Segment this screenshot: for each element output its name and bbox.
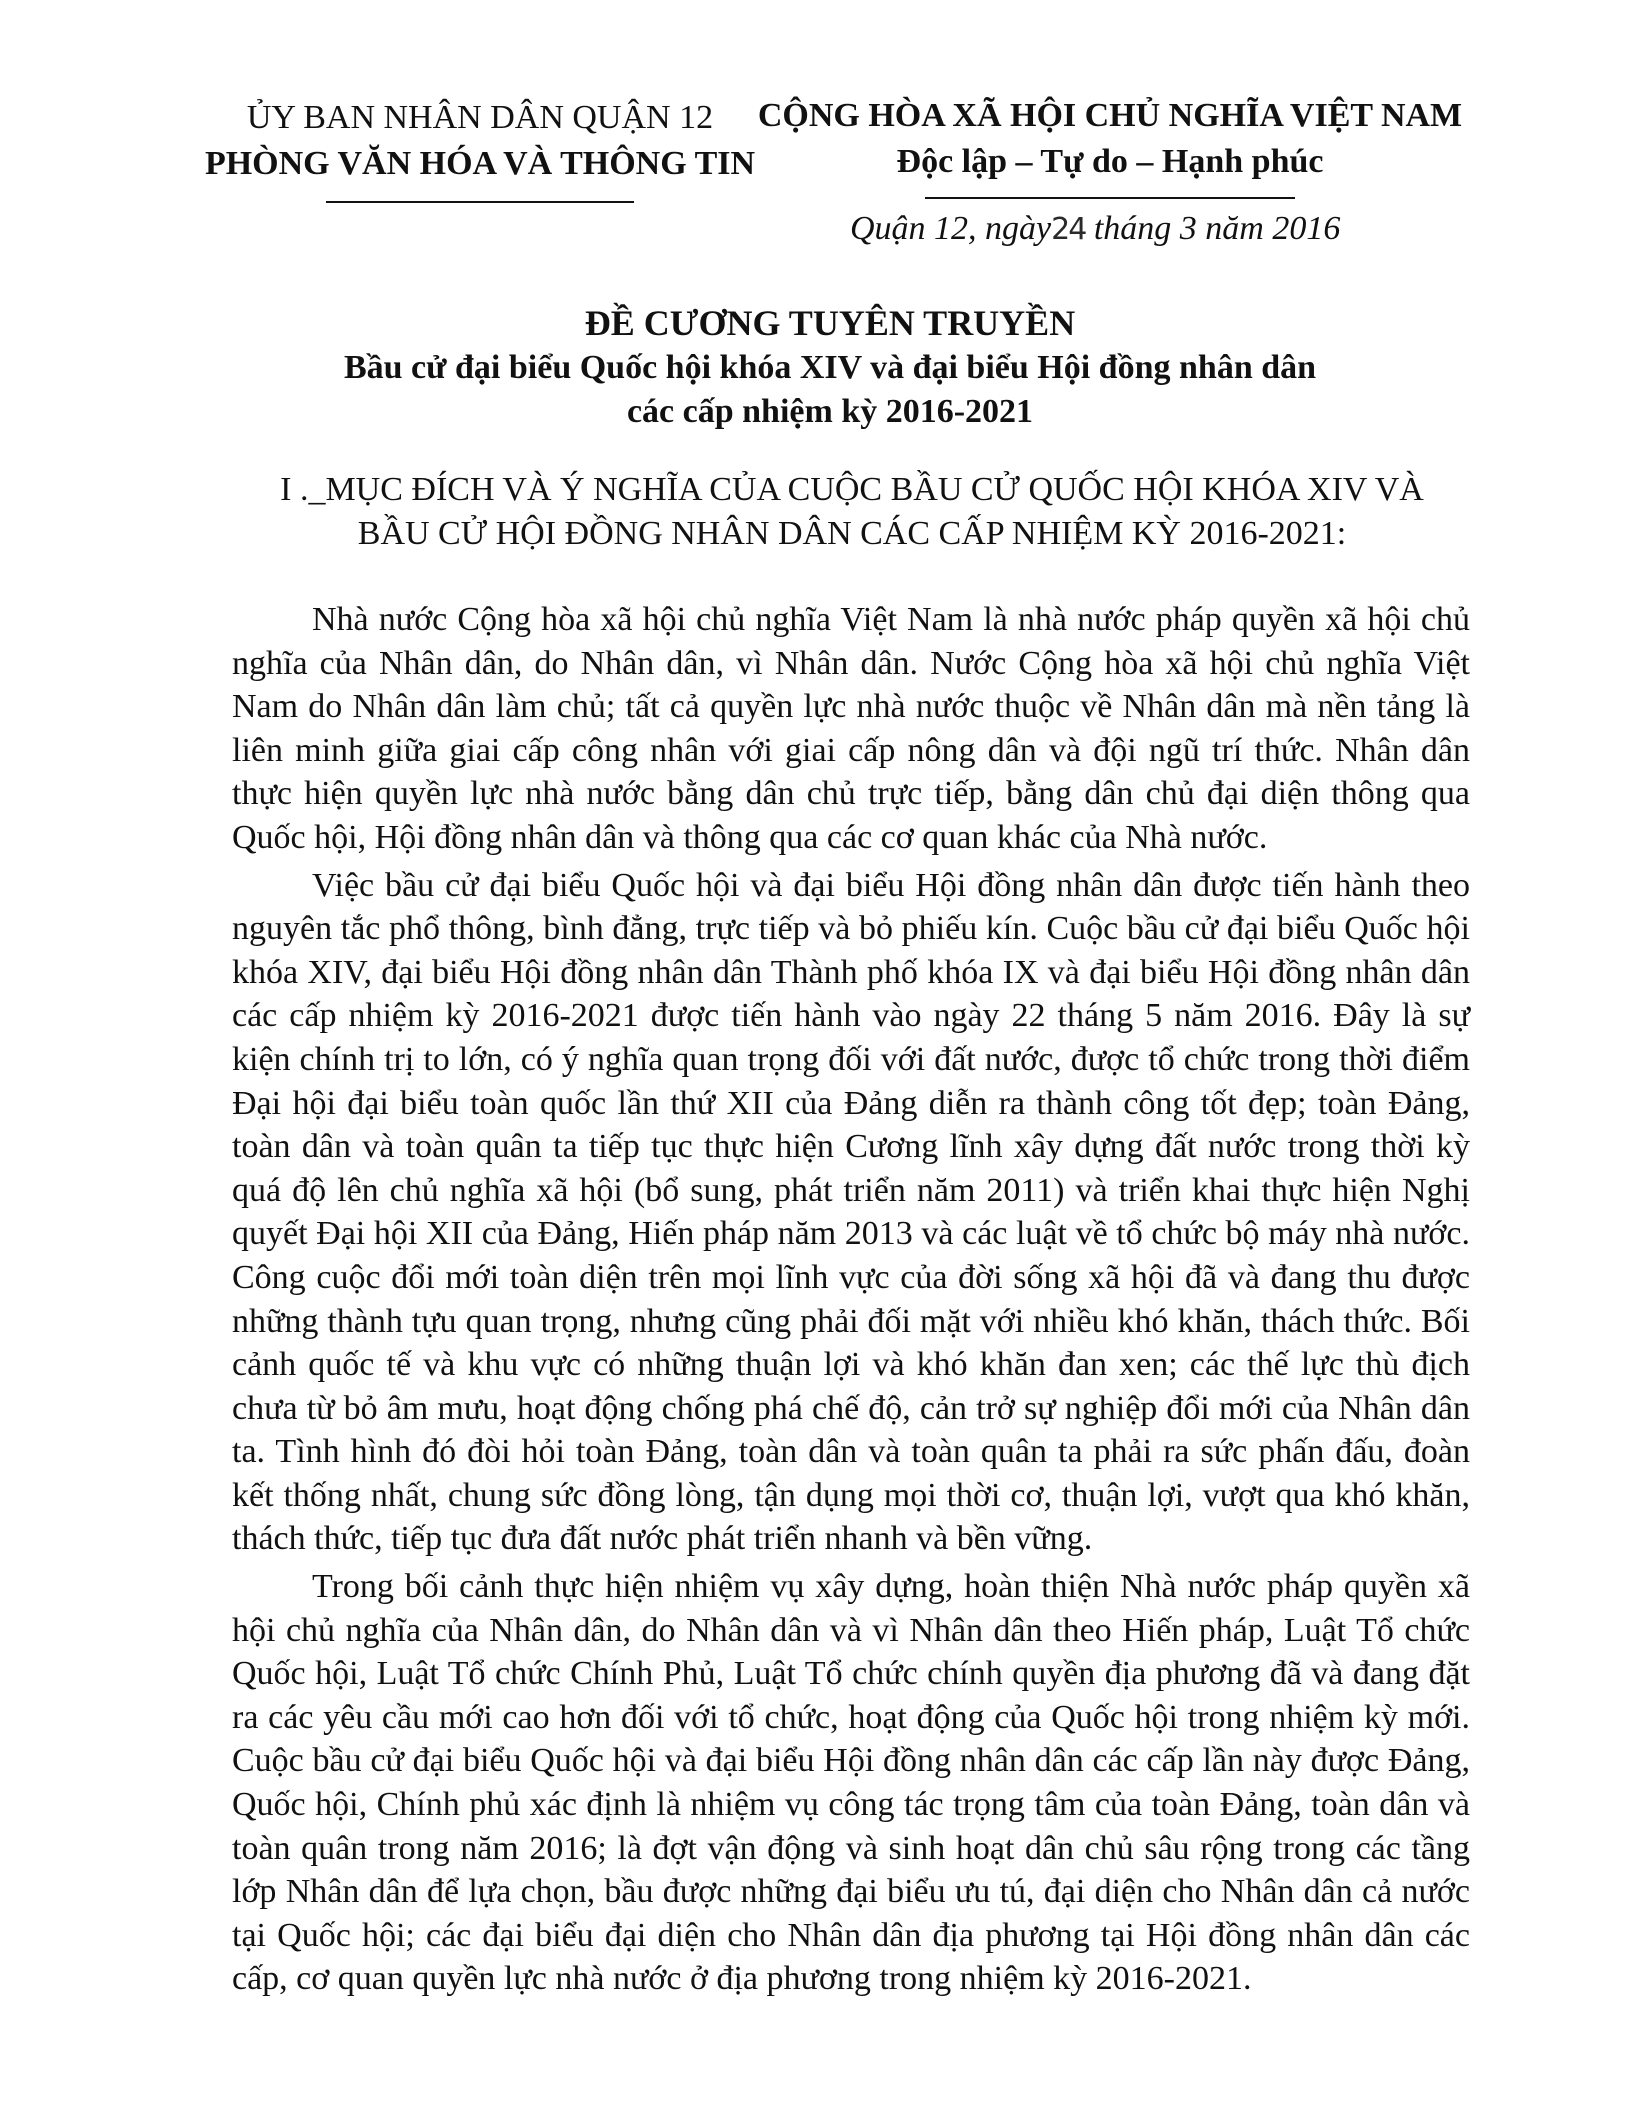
- title-line-2: Bầu cử đại biểu Quốc hội khóa XIV và đại biểu Hội đồng nhân dân: [343, 349, 1317, 386]
- dateline-day-handwritten: 24: [1051, 212, 1086, 247]
- dateline-suffix: tháng 3 năm 2016: [1093, 210, 1341, 247]
- document-title: [180, 300, 1480, 434]
- section-heading-line-2: BẦU CỬ HỘI ĐỒNG NHÂN DÂN CÁC CẤP NHIỆM KỲ 2016-2021:: [357, 515, 1347, 552]
- agency-underline: [326, 201, 634, 203]
- section-heading-line-1: I ._MỤC ĐÍCH VÀ Ý NGHĨA CỦA CUỘC BẦU CỬ QUỐC HỘI KHÓA XIV VÀ: [280, 471, 1424, 508]
- dateline-prefix: Quận 12, ngày: [850, 210, 1052, 247]
- motto-underline: [925, 197, 1295, 199]
- issuing-agency-block: [200, 95, 760, 203]
- national-motto: Độc lập – Tự do – Hạnh phúc: [896, 143, 1324, 180]
- title-line-3: các cấp nhiệm kỳ 2016-2021: [626, 393, 1034, 430]
- paragraph: Việc bầu cử đại biểu Quốc hội và đại biểu Hội đồng nhân dân được tiến hành theo nguyên tắc phổ thông, bình đẳng, trực tiếp và bỏ phiếu kín. Cuộc bầu cử đại biểu Quốc hội khóa XIV, đại biểu Hội đồng nhân dân Thành phố khóa IX và đại biểu Hội đồng nhân dân các cấp nhiệm kỳ 2016-2021 được tiến hành vào ngày 22 tháng 5 năm 2016. Đây là sự kiện chính trị to lớn, có ý nghĩa quan trọng đối với đất nước, được tổ chức trong thời điểm Đại hội đại biểu toàn quốc lần thứ XII của Đảng diễn ra thành công tốt đẹp; toàn Đảng, toàn dân và toàn quân ta tiếp tục thực hiện Cương lĩnh xây dựng đất nước trong thời kỳ quá độ lên chủ nghĩa xã hội (bổ sung, phát triển năm 2011) và triển khai thực hiện Nghị quyết Đại hội XII của Đảng, Hiến pháp năm 2013 và các luật về tổ chức bộ máy nhà nước. Công cuộc đổi mới toàn diện trên mọi lĩnh vực của đời sống xã hội đã và đang thu được những thành tựu quan trọng, nhưng cũng phải đối mặt với nhiều khó khăn, thách thức. Bối cảnh quốc tế và khu vực có những thuận lợi và khó khăn đan xen; các thế lực thù địch chưa từ bỏ âm mưu, hoạt động chống phá chế độ, cản trở sự nghiệp đổi mới của Nhân dân ta. Tình hình đó đòi hỏi toàn Đảng, toàn dân và toàn quân ta phải ra sức phấn đấu, đoàn kết thống nhất, chung sức đồng lòng, tận dụng mọi thời cơ, thuận lợi, vượt qua khó khăn, thách thức, tiếp tục đưa đất nước phát triển nhanh và bền vững.: [232, 866, 1470, 1558]
- title-line-1: ĐỀ CƯƠNG TUYÊN TRUYỀN: [584, 303, 1076, 343]
- paragraph: Nhà nước Cộng hòa xã hội chủ nghĩa Việt Nam là nhà nước pháp quyền xã hội chủ nghĩa của Nhân dân, do Nhân dân, vì Nhân dân. Nước Cộng hòa xã hội chủ nghĩa Việt Nam do Nhân dân làm chủ; tất cả quyền lực nhà nước thuộc về Nhân dân mà nền tảng là liên minh giữa giai cấp công nhân với giai cấp nông dân và đội ngũ trí thức. Nhân dân thực hiện quyền lực nhà nước bằng dân chủ trực tiếp, bằng dân chủ đại diện thông qua Quốc hội, Hội đồng nhân dân và thông qua các cơ quan khác của Nhà nước.: [232, 601, 1470, 856]
- paragraph: Trong bối cảnh thực hiện nhiệm vụ xây dựng, hoàn thiện Nhà nước pháp quyền xã hội chủ nghĩa của Nhân dân, do Nhân dân và vì Nhân dân theo Hiến pháp, Luật Tổ chức Quốc hội, Luật Tổ chức Chính Phủ, Luật Tổ chức chính quyền địa phương đã và đang đặt ra các yêu cầu mới cao hơn đối với tổ chức, hoạt động của Quốc hội trong nhiệm kỳ mới. Cuộc bầu cử đại biểu Quốc hội và đại biểu Hội đồng nhân dân các cấp lần này được Đảng, Quốc hội, Chính phủ xác định là nhiệm vụ công tác trọng tâm của toàn Đảng, toàn dân và toàn quân trong năm 2016; là đợt vận động và sinh hoạt dân chủ sâu rộng trong các tầng lớp Nhân dân để lựa chọn, bầu được những đại biểu ưu tú, đại diện cho Nhân dân cả nước tại Quốc hội; các đại biểu đại diện cho Nhân dân địa phương tại Hội đồng nhân dân các cấp, cơ quan quyền lực nhà nước ở địa phương trong nhiệm kỳ 2016-2021.: [232, 1568, 1470, 1998]
- section-heading: [232, 468, 1472, 556]
- dateline: [850, 210, 1340, 248]
- country-name: CỘNG HÒA XÃ HỘI CHỦ NGHĨA VIỆT NAM: [757, 97, 1463, 134]
- agency-parent: ỦY BAN NHÂN DÂN QUẬN 12: [246, 99, 714, 136]
- body-text: [232, 598, 1470, 2005]
- national-motto-block: [750, 93, 1470, 199]
- agency-name: PHÒNG VĂN HÓA VÀ THÔNG TIN: [204, 145, 756, 182]
